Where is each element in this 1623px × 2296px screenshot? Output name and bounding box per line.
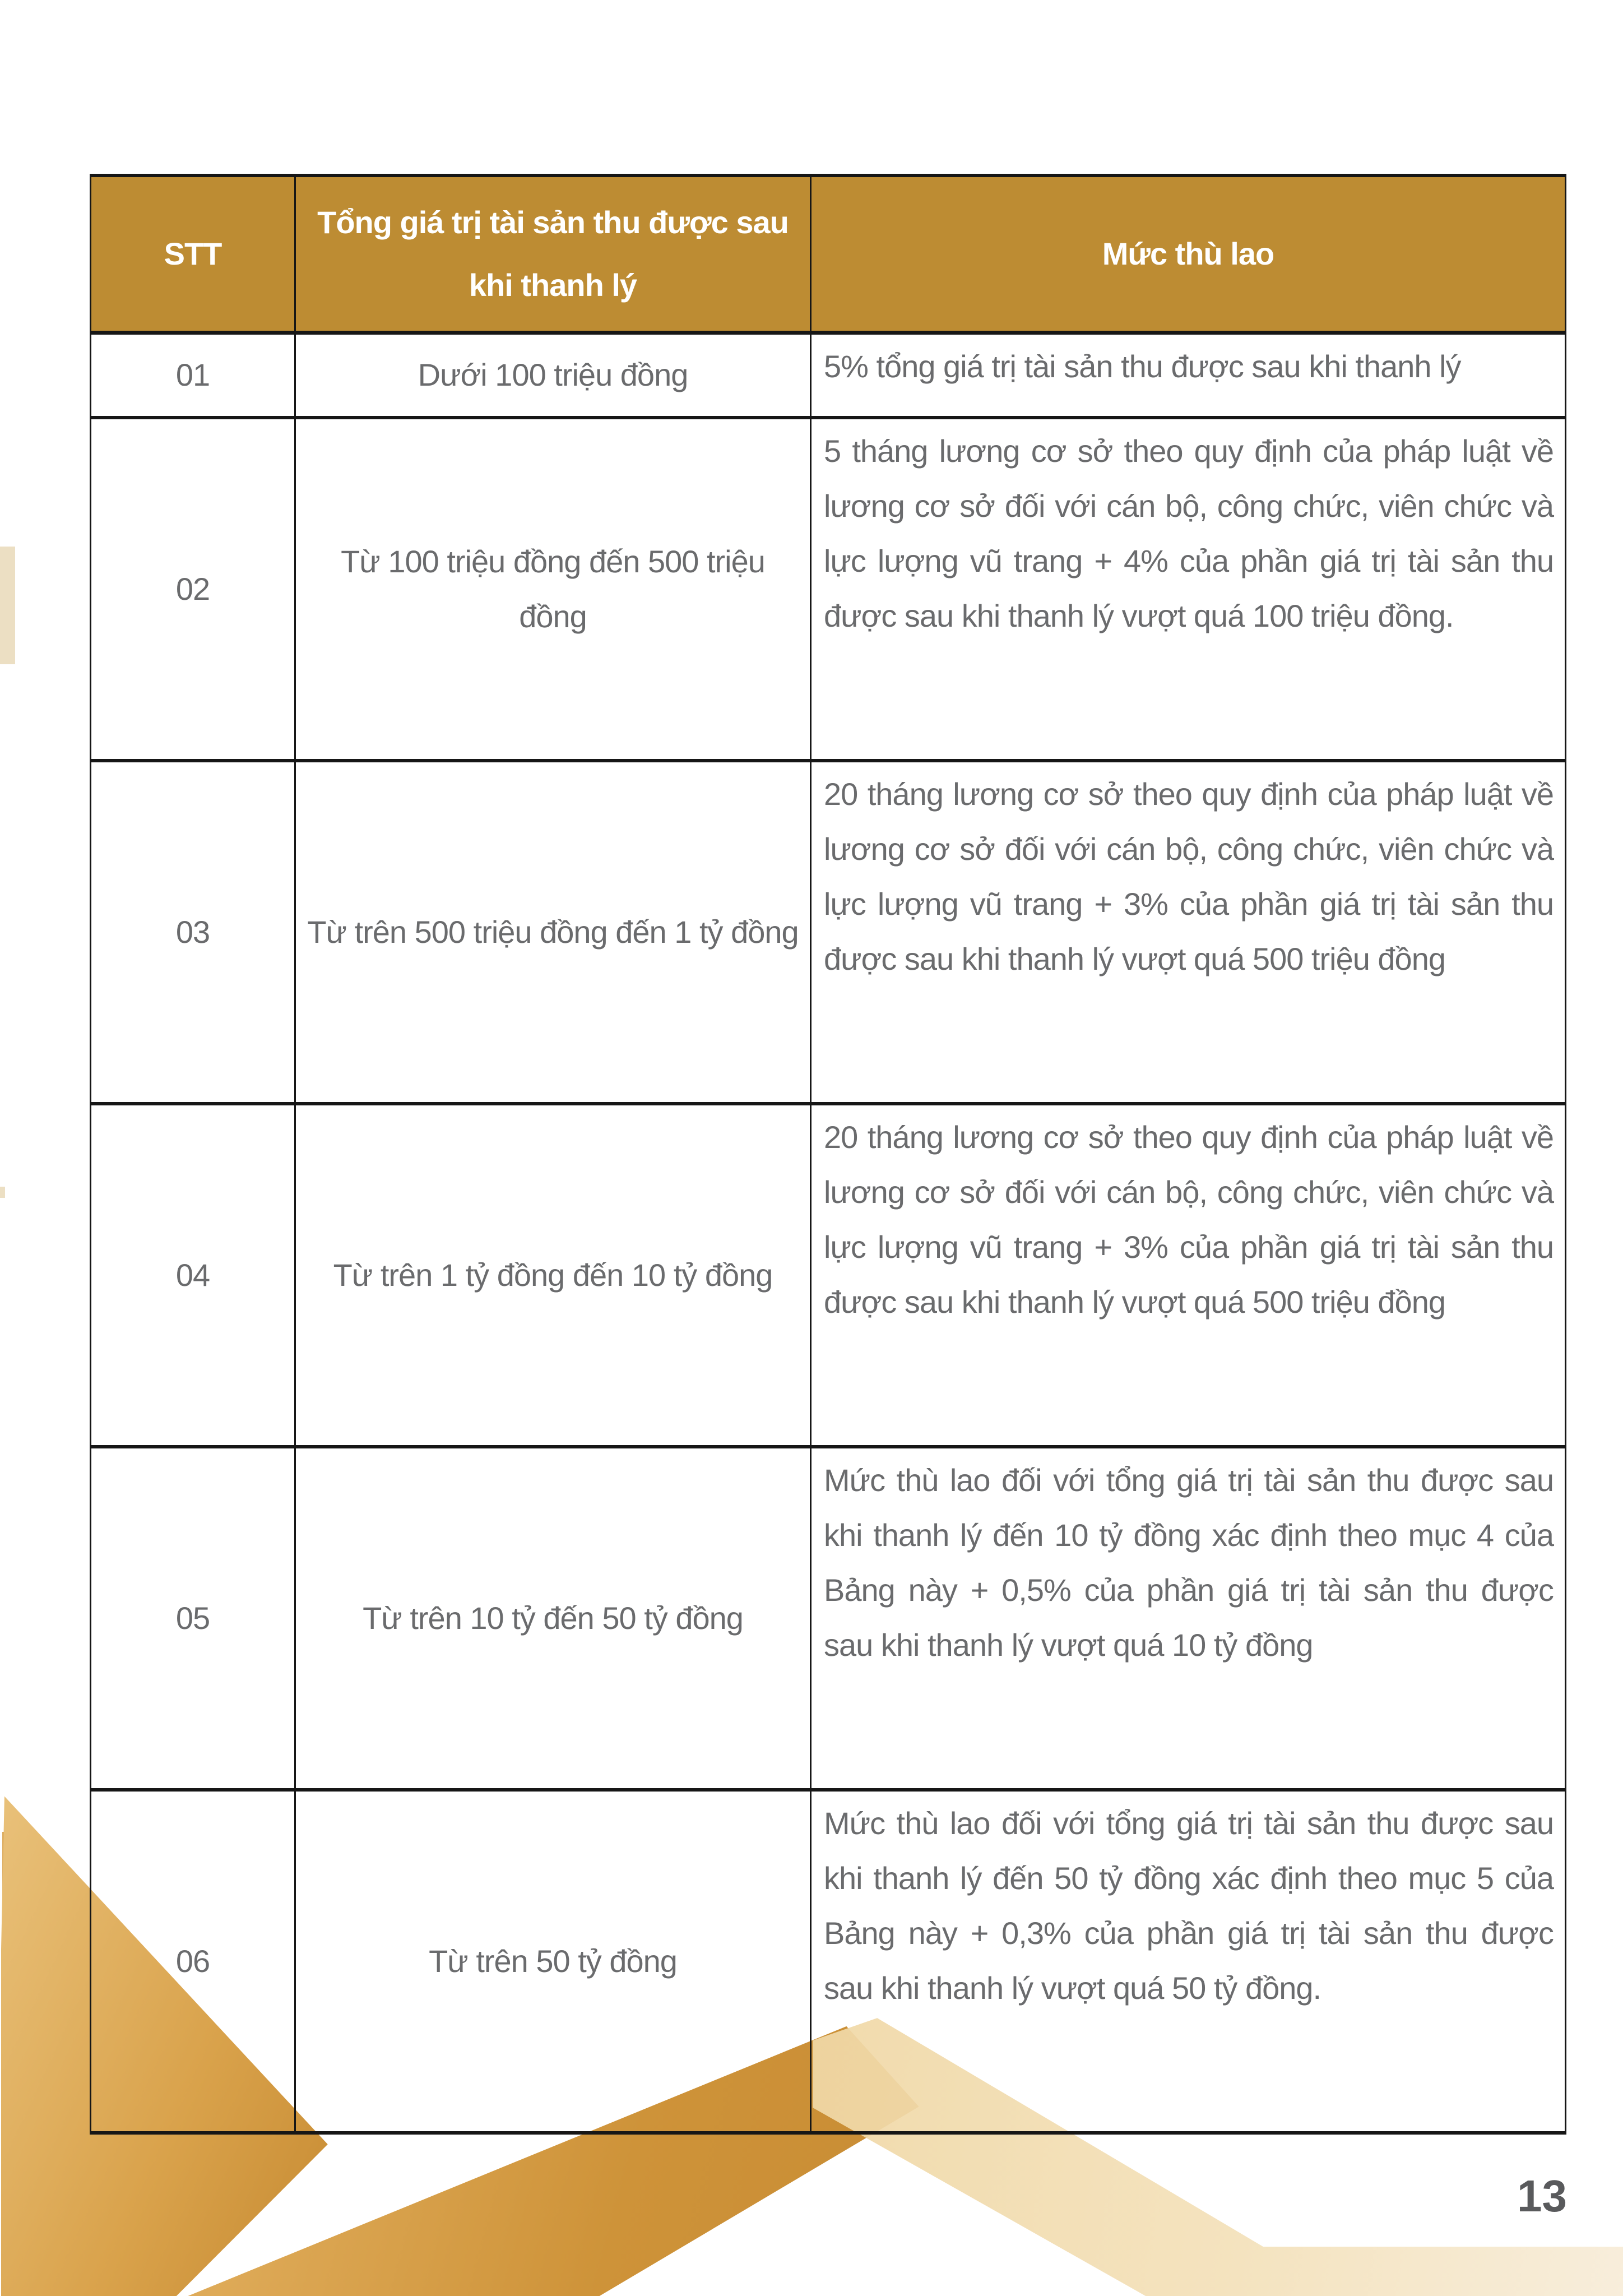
cell-stt: 02 — [91, 418, 295, 761]
cell-range: Từ trên 50 tỷ đồng — [295, 1790, 811, 2133]
cell-fee: 5 tháng lương cơ sở theo quy định của pháp luật về lương cơ sở đối với cán bộ, công chức, viên chức và lực lượng vũ trang + 4% của phần giá trị tài sản thu được sau khi thanh lý vượt quá 100 triệu đồng. — [811, 418, 1566, 761]
table-row — [91, 1790, 1566, 2133]
left-margin-pale-bar — [0, 547, 15, 664]
page-number: 13 — [1517, 2171, 1567, 2221]
cell-stt: 06 — [91, 1790, 295, 2133]
cell-range: Từ trên 500 triệu đồng đến 1 tỷ đồng — [295, 761, 811, 1104]
table-header-row — [91, 175, 1566, 332]
cell-range: Từ 100 triệu đồng đến 500 triệu đồng — [295, 418, 811, 761]
header-stt: STT — [91, 175, 295, 332]
cell-range: Dưới 100 triệu đồng — [295, 332, 811, 418]
cell-fee: Mức thù lao đối với tổng giá trị tài sản thu được sau khi thanh lý đến 10 tỷ đồng xác định theo mục 4 của Bảng này + 0,5% của phần giá trị tài sản thu được sau khi thanh lý vượt quá 10 tỷ đồng — [811, 1447, 1566, 1790]
cell-range: Từ trên 1 tỷ đồng đến 10 tỷ đồng — [295, 1104, 811, 1447]
cell-fee: 20 tháng lương cơ sở theo quy định của pháp luật về lương cơ sở đối với cán bộ, công chức, viên chức và lực lượng vũ trang + 3% của phần giá trị tài sản thu được sau khi thanh lý vượt quá 500 triệu đồng — [811, 1104, 1566, 1447]
table-row — [91, 332, 1566, 418]
table-row — [91, 1104, 1566, 1447]
cell-fee: 5% tổng giá trị tài sản thu được sau khi thanh lý — [811, 332, 1566, 418]
header-fee: Mức thù lao — [811, 175, 1566, 332]
cell-fee: Mức thù lao đối với tổng giá trị tài sản thu được sau khi thanh lý đến 50 tỷ đồng xác định theo mục 5 của Bảng này + 0,3% của phần giá trị tài sản thu được sau khi thanh lý vượt quá 50 tỷ đồng. — [811, 1790, 1566, 2133]
cell-stt: 01 — [91, 332, 295, 418]
table-row — [91, 418, 1566, 761]
table-row — [91, 1447, 1566, 1790]
liquidation-fee-table — [90, 174, 1566, 2135]
cell-stt: 04 — [91, 1104, 295, 1447]
table-row — [91, 761, 1566, 1104]
left-margin-pale-speck — [0, 1187, 5, 1198]
cell-range: Từ trên 10 tỷ đến 50 tỷ đồng — [295, 1447, 811, 1790]
cell-stt: 03 — [91, 761, 295, 1104]
cell-stt: 05 — [91, 1447, 295, 1790]
cell-fee: 20 tháng lương cơ sở theo quy định của pháp luật về lương cơ sở đối với cán bộ, công chức, viên chức và lực lượng vũ trang + 3% của phần giá trị tài sản thu được sau khi thanh lý vượt quá 500 triệu đồng — [811, 761, 1566, 1104]
header-total-value: Tổng giá trị tài sản thu được sau khi thanh lý — [295, 175, 811, 332]
